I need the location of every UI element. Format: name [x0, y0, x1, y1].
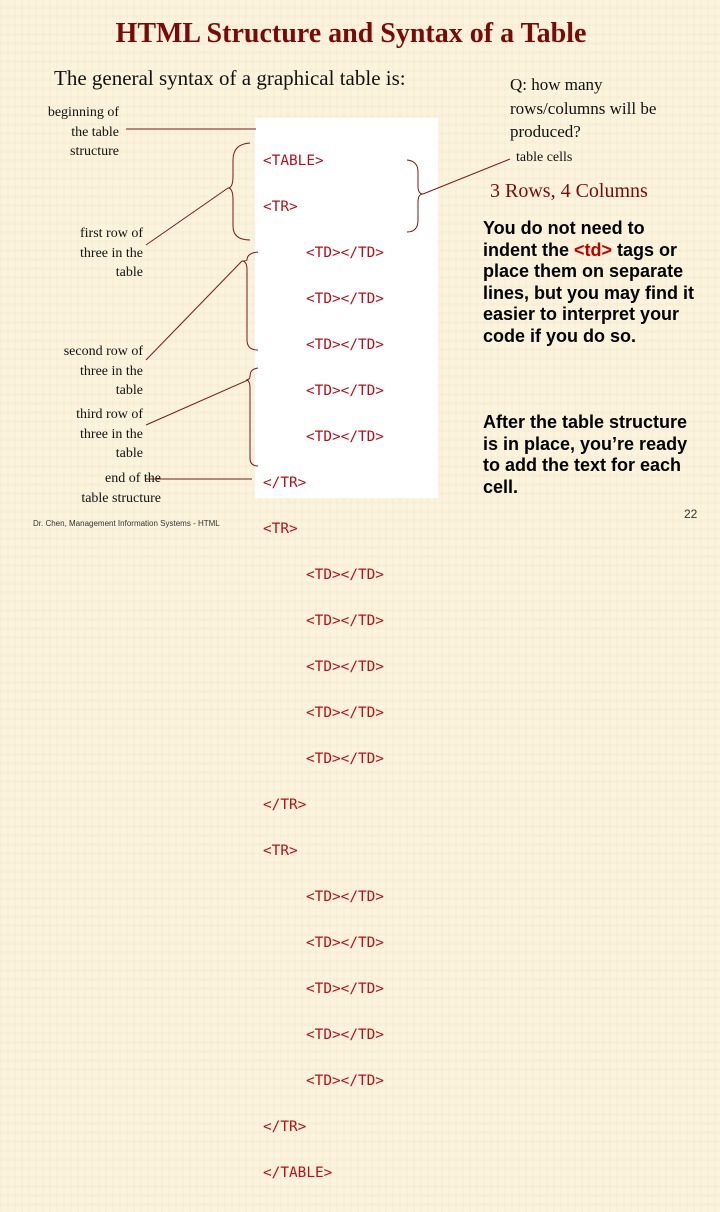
code-line: <TR>: [263, 843, 298, 860]
code-line: </TR>: [263, 474, 307, 491]
code-line: <TD></TD>: [306, 566, 384, 583]
question-text: Q: how many rows/columns will be produced?: [510, 75, 657, 141]
code-line: <TD></TD>: [306, 428, 384, 445]
connector-third-row: [146, 380, 248, 425]
brace-first-row: [228, 143, 250, 240]
label-third-row: third row of three in the table: [76, 407, 143, 461]
code-line: <TD></TD>: [306, 705, 384, 722]
code-line: <TD></TD>: [306, 935, 384, 952]
label-second-row: second row of three in the table: [63, 344, 143, 398]
code-line: <TD></TD>: [306, 1027, 384, 1044]
code-line: <TD></TD>: [306, 336, 384, 353]
table-cells-label: table cells: [516, 150, 573, 165]
td-tag-highlight: <td>: [574, 239, 613, 260]
code-line: <TR>: [263, 520, 298, 537]
brace-third-row: [246, 368, 258, 466]
page-number: 22: [684, 507, 698, 521]
code-line: </TR>: [263, 1119, 307, 1136]
code-line: <TD></TD>: [306, 889, 384, 906]
footer-credit: Dr. Chen, Management Information Systems - HTML: [33, 519, 220, 528]
code-line: <TD></TD>: [306, 981, 384, 998]
brace-second-row: [242, 252, 258, 350]
connector-second-row: [146, 261, 242, 360]
code-line: <TD></TD>: [306, 1073, 384, 1090]
code-line: <TD></TD>: [306, 613, 384, 629]
code-line: <TD></TD>: [306, 659, 384, 676]
code-line: </TABLE>: [263, 1165, 333, 1182]
label-beginning: beginning of the table structure: [47, 105, 119, 159]
code-line: </TR>: [263, 797, 307, 814]
connector-first-row: [146, 188, 228, 245]
code-line: <TABLE>: [263, 152, 324, 169]
label-first-row: first row of three in the table: [80, 226, 143, 280]
code-line: <TD></TD>: [306, 244, 384, 261]
indent-note: You do not need to indent the <td> tags or place them on separate lines, but you may find it easier to interpret your code if you do so.: [483, 218, 695, 346]
answer-text: 3 Rows, 4 Columns: [490, 180, 648, 202]
slide-title: HTML Structure and Syntax of a Table: [115, 18, 587, 49]
code-line: <TD></TD>: [306, 382, 384, 399]
label-end: end of the table structure: [81, 471, 161, 506]
next-step-note: After the table structure is in place, you’re ready to add the text for each cell.: [483, 412, 688, 497]
code-line: <TR>: [263, 198, 298, 215]
slide-subtitle: The general syntax of a graphical table is:: [54, 66, 406, 90]
code-line: <TD></TD>: [306, 290, 384, 307]
brace-td-cells: [407, 160, 423, 232]
code-line: <TD></TD>: [306, 751, 384, 768]
